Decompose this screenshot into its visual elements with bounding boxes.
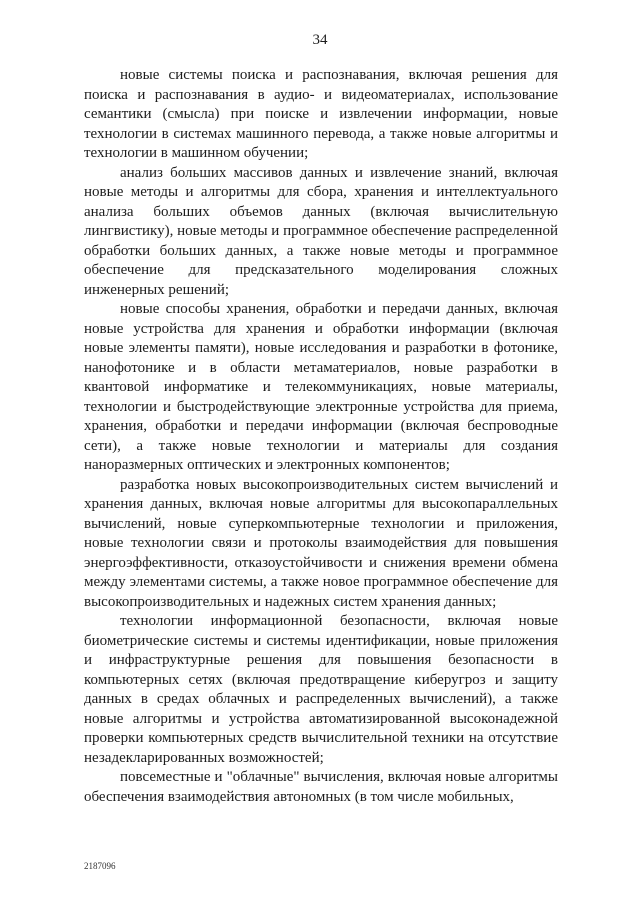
- paragraph-big-data: анализ больших массивов данных и извлечение знаний, включая новые методы и алгоритмы для сбора, хранения и интеллектуального анализа больших объемов данных (включая вычислительную лингвистику), новые методы и программное обеспечение распределенной обработки больших данных, а также новые методы и программное обеспечение для предсказательного моделирования сложных инженерных решений;: [84, 164, 558, 298]
- document-body: [84, 66, 558, 807]
- paragraph-security: технологии информационной безопасности, включая новые биометрические системы и системы идентификации, новые приложения и инфраструктурные решения для повышения безопасности в компьютерных сетях (включая предотвращение киберугроз и защиту данных в средах облачных и распределенных вычислений), а также новые алгоритмы и устройства автоматизированной высоконадежной проверки компьютерных средств вычислительной техники на отсутствие незадекларированных возможностей;: [84, 613, 558, 766]
- page-number: 34: [312, 32, 328, 48]
- paragraph-cloud: повсеместные и "облачные" вычисления, включая новые алгоритмы обеспечения взаимодействия автономных (в том числе мобильных,: [84, 769, 558, 805]
- paragraph-data-storage: новые способы хранения, обработки и передачи данных, включая новые устройства для хранения и обработки информации (включая новые элементы памяти), новые исследования и разработки в фотонике, нанофотонике и в области метаматериалов, новые разработки в квантовой информатике и телекоммуникациях, новые материалы, технологии и быстродействующие электронные устройства для приема, хранения, обработки и передачи информации (включая беспроводные сети), а также новые технологии и материалы для создания наноразмерных оптических и электронных компонентов;: [84, 301, 558, 473]
- paragraph-search-recognition: новые системы поиска и распознавания, включая решения для поиска и распознавания в аудио- и видеоматериалах, использование семантики (смысла) при поиске и извлечении информации, новые технологии в системах машинного перевода, а также новые алгоритмы и технологии в машинном обучении;: [84, 67, 558, 161]
- paragraph-hpc: разработка новых высокопроизводительных систем вычислений и хранения данных, включая новые алгоритмы для высокопараллельных вычислений, новые суперкомпьютерные технологии и приложения, новые технологии связи и протоколы взаимодействия для повышения энергоэффективности, отказоустойчивости и снижения времени обмена между элементами системы, а также новое программное обеспечение для высокопроизводительных и надежных систем хранения данных;: [84, 476, 558, 610]
- document-code: 2187096: [84, 861, 116, 871]
